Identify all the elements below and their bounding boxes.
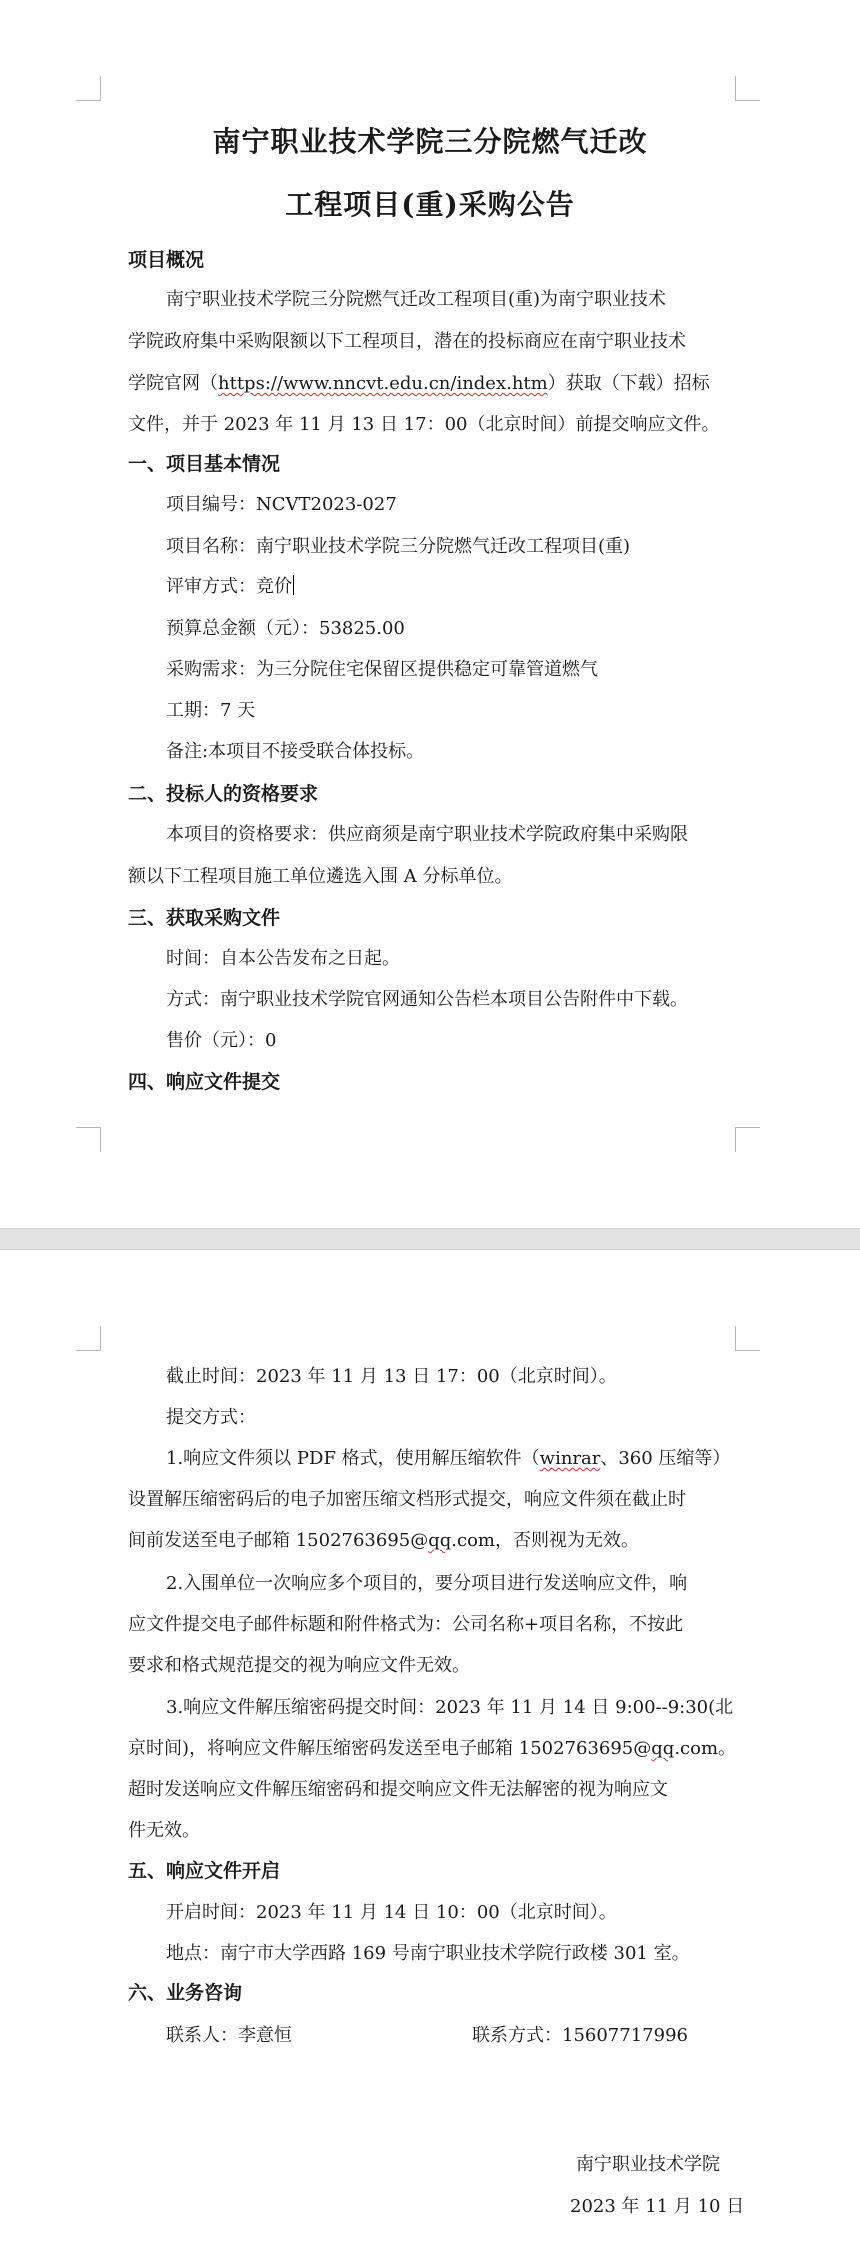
overview-line: 学院官网（https://www.nncvt.edu.cn/index.htm）获取（下载）招标: [128, 373, 710, 394]
section3-heading: 三、获取采购文件: [128, 907, 281, 929]
section1-heading: 一、项目基本情况: [128, 453, 281, 475]
section6-heading: 六、业务咨询: [128, 1982, 243, 2004]
submission-paragraph: 1.响应文件须以 PDF 格式，使用解压缩软件（winrar、360 压缩等）: [166, 1448, 731, 1469]
website-link[interactable]: https://www.nncvt.edu.cn/index.htm: [218, 373, 548, 394]
submission-method-label: 提交方式：: [166, 1407, 256, 1428]
section4-heading: 四、响应文件提交: [128, 1071, 281, 1093]
budget-amount: 预算总金额（元）：53825.00: [166, 618, 405, 639]
page-corner-mark: [76, 1127, 101, 1152]
submission-paragraph: 件无效。: [128, 1820, 200, 1841]
document-title-line1: 南宁职业技术学院三分院燃气迁改: [212, 125, 648, 158]
project-remark: 备注:本项目不接受联合体投标。: [166, 741, 425, 762]
section5-heading: 五、响应文件开启: [128, 1860, 281, 1882]
qualification-line: 额以下工程项目施工单位遴选入围 A 分标单位。: [128, 866, 513, 887]
overview-heading: 项目概况: [128, 249, 205, 271]
document-page-2: [0, 1250, 860, 2261]
acquire-time: 时间：自本公告发布之日起。: [166, 948, 400, 969]
opening-location: 地点：南宁市大学西路 169 号南宁职业技术学院行政楼 301 室。: [166, 1943, 690, 1964]
acquire-method: 方式：南宁职业技术学院官网通知公告栏本项目公告附件中下载。: [166, 989, 688, 1010]
project-number: 项目编号：NCVT2023-027: [166, 494, 397, 515]
page-separator: [0, 1228, 860, 1250]
text-cursor: [293, 575, 294, 595]
page-corner-mark: [735, 1127, 760, 1152]
page-corner-mark: [76, 1326, 101, 1351]
submission-paragraph: 设置解压缩密码后的电子加密压缩文档形式提交，响应文件须在截止时: [128, 1489, 686, 1510]
review-method: 评审方式：竞价: [166, 576, 292, 597]
overview-line: 南宁职业技术学院三分院燃气迁改工程项目(重)为南宁职业技术: [166, 289, 667, 310]
submission-paragraph: 京时间)，将响应文件解压缩密码发送至电子邮箱 1502763695@qq.com。: [128, 1738, 737, 1759]
submission-paragraph: 要求和格式规范提交的视为响应文件无效。: [128, 1655, 470, 1676]
signature-organization: 南宁职业技术学院: [576, 2154, 720, 2175]
contact-person: 联系人：李意恒: [166, 2025, 292, 2046]
page-corner-mark: [76, 76, 101, 101]
overview-line: 学院政府集中采购限额以下工程项目，潜在的投标商应在南宁职业技术: [128, 331, 686, 352]
contact-phone: 联系方式：15607717996: [472, 2025, 688, 2046]
section2-heading: 二、投标人的资格要求: [128, 783, 319, 805]
submission-paragraph: 应文件提交电子邮件标题和附件格式为：公司名称+项目名称，不按此: [128, 1614, 684, 1635]
project-name: 项目名称：南宁职业技术学院三分院燃气迁改工程项目(重): [166, 536, 631, 557]
submission-deadline: 截止时间：2023 年 11 月 13 日 17：00（北京时间）。: [166, 1366, 617, 1387]
page-corner-mark: [735, 1326, 760, 1351]
overview-line: 文件，并于 2023 年 11 月 13 日 17：00（北京时间）前提交响应文件。: [128, 414, 720, 435]
procurement-requirement: 采购需求：为三分院住宅保留区提供稳定可靠管道燃气: [166, 659, 598, 680]
submission-paragraph: 间前发送至电子邮箱 1502763695@qq.com，否则视为无效。: [128, 1530, 640, 1551]
document-title-line2: 工程项目(重)采购公告: [285, 188, 575, 221]
opening-time: 开启时间：2023 年 11 月 14 日 10：00（北京时间）。: [166, 1902, 617, 1923]
page-corner-mark: [735, 76, 760, 101]
qualification-line: 本项目的资格要求：供应商须是南宁职业技术学院政府集中采购限: [166, 824, 688, 845]
submission-paragraph: 3.响应文件解压缩密码提交时间：2023 年 11 月 14 日 9:00--9:30(北: [166, 1697, 734, 1718]
submission-paragraph: 2.入围单位一次响应多个项目的，要分项目进行发送响应文件，响: [166, 1573, 688, 1594]
document-price: 售价（元）：0: [166, 1030, 277, 1051]
submission-paragraph: 超时发送响应文件解压缩密码和提交响应文件无法解密的视为响应文: [128, 1779, 668, 1800]
project-duration: 工期：7 天: [166, 700, 256, 721]
signature-date: 2023 年 11 月 10 日: [570, 2196, 745, 2217]
